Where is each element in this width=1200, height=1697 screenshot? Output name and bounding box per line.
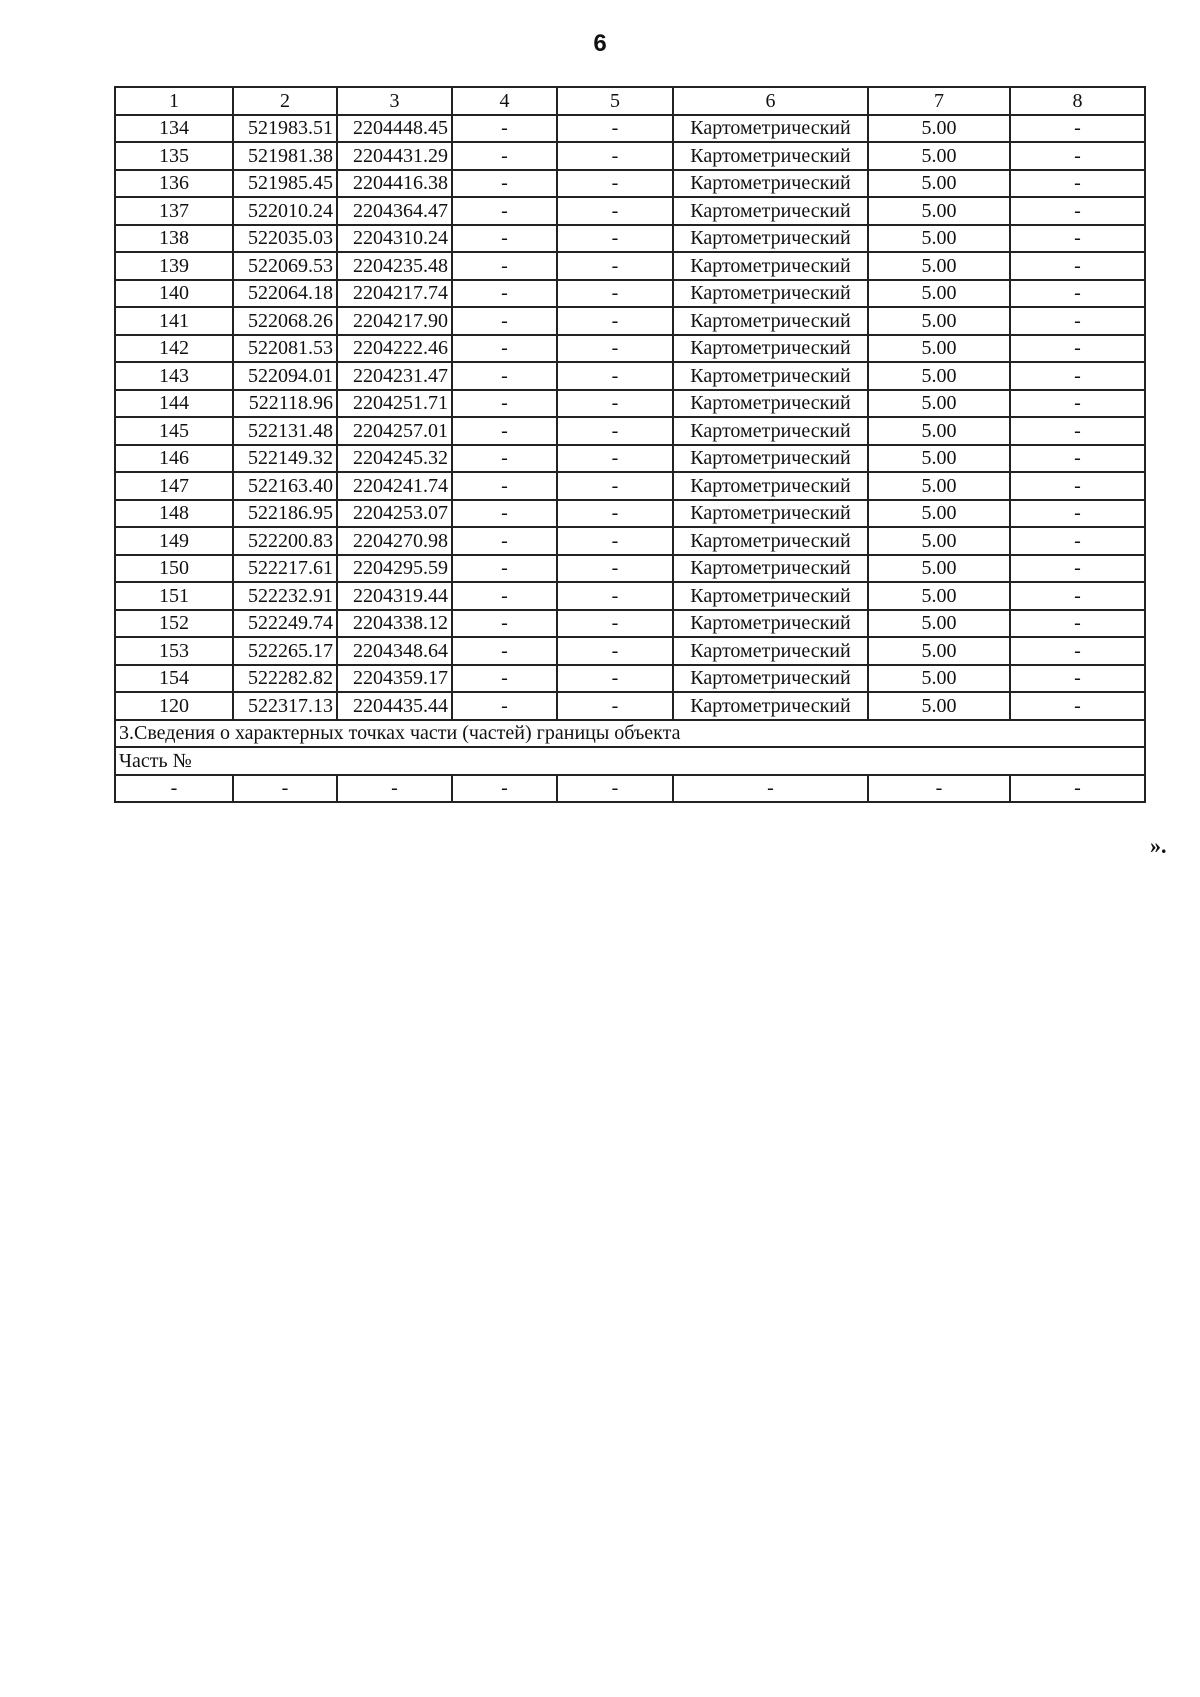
table-cell: 2204295.59 — [337, 555, 452, 583]
table-cell: 5.00 — [868, 225, 1010, 253]
table-cell: - — [557, 170, 673, 198]
table-cell: 151 — [115, 582, 233, 610]
table-row — [115, 197, 1145, 225]
table-cell: - — [1010, 335, 1145, 363]
table-cell: 120 — [115, 692, 233, 720]
page-number: 6 — [593, 30, 607, 57]
table-cell: - — [452, 362, 557, 390]
table-cell: 522064.18 — [233, 280, 337, 308]
table-cell: - — [1010, 280, 1145, 308]
table-cell: - — [452, 115, 557, 143]
table-cell: 5.00 — [868, 500, 1010, 528]
table-cell: 2204431.29 — [337, 142, 452, 170]
table-cell: 2204217.90 — [337, 307, 452, 335]
table-cell: - — [557, 472, 673, 500]
table-cell: Картометрический — [673, 390, 868, 418]
table-cell: - — [1010, 362, 1145, 390]
table-cell: 2204257.01 — [337, 417, 452, 445]
table-cell: Картометрический — [673, 252, 868, 280]
table-cell: 521985.45 — [233, 170, 337, 198]
table-cell: Картометрический — [673, 665, 868, 693]
table-cell: - — [337, 775, 452, 803]
table-cell: 2204253.07 — [337, 500, 452, 528]
table-cell: - — [452, 472, 557, 500]
table-cell: 145 — [115, 417, 233, 445]
table-cell: - — [557, 197, 673, 225]
header-cell: 2 — [233, 87, 337, 115]
part-label: Часть № — [115, 747, 1145, 775]
table-cell: - — [557, 610, 673, 638]
section-title: 3.Сведения о характерных точках части (частей) границы объекта — [115, 720, 1145, 748]
table-cell: - — [452, 527, 557, 555]
table-cell: - — [557, 417, 673, 445]
table-cell: Картометрический — [673, 692, 868, 720]
table-row — [115, 252, 1145, 280]
table-cell: 134 — [115, 115, 233, 143]
header-cell: 3 — [337, 87, 452, 115]
table-cell: - — [1010, 500, 1145, 528]
table-row — [115, 445, 1145, 473]
table-cell: 522249.74 — [233, 610, 337, 638]
table-cell: - — [1010, 472, 1145, 500]
table-cell: Картометрический — [673, 280, 868, 308]
table-cell: - — [1010, 775, 1145, 803]
table-cell: - — [1010, 417, 1145, 445]
table-row — [115, 142, 1145, 170]
table-cell: - — [452, 555, 557, 583]
table-cell: 2204359.17 — [337, 665, 452, 693]
table-cell: 2204235.48 — [337, 252, 452, 280]
table-cell: 5.00 — [868, 390, 1010, 418]
table-cell: 522035.03 — [233, 225, 337, 253]
table-cell: 150 — [115, 555, 233, 583]
table-cell: - — [1010, 170, 1145, 198]
table-cell: Картометрический — [673, 307, 868, 335]
table-cell: - — [557, 582, 673, 610]
table-row — [115, 362, 1145, 390]
table-cell: 2204348.64 — [337, 637, 452, 665]
table-cell: Картометрический — [673, 555, 868, 583]
table-cell: 2204241.74 — [337, 472, 452, 500]
table-cell: 5.00 — [868, 362, 1010, 390]
table-cell: 522081.53 — [233, 335, 337, 363]
table-cell: 152 — [115, 610, 233, 638]
table-cell: - — [1010, 637, 1145, 665]
table-row — [115, 307, 1145, 335]
table-cell: 2204270.98 — [337, 527, 452, 555]
table-cell: 522163.40 — [233, 472, 337, 500]
table-cell: 5.00 — [868, 527, 1010, 555]
table-cell: - — [557, 252, 673, 280]
table-cell: - — [1010, 115, 1145, 143]
table-cell: - — [452, 280, 557, 308]
table-cell: - — [557, 692, 673, 720]
table-row — [115, 610, 1145, 638]
table-cell: Картометрический — [673, 500, 868, 528]
table-cell: 522232.91 — [233, 582, 337, 610]
table-cell: - — [1010, 555, 1145, 583]
table-row — [115, 472, 1145, 500]
table-cell: - — [1010, 610, 1145, 638]
table-cell: 140 — [115, 280, 233, 308]
table-cell: - — [673, 775, 868, 803]
table-cell: - — [557, 500, 673, 528]
table-cell: - — [452, 637, 557, 665]
table-cell: - — [557, 307, 673, 335]
table-cell: 522200.83 — [233, 527, 337, 555]
table-cell: Картометрический — [673, 170, 868, 198]
table-row — [115, 582, 1145, 610]
table-cell: - — [452, 170, 557, 198]
table-header-row — [115, 87, 1145, 115]
table-cell: - — [557, 665, 673, 693]
table-cell: - — [452, 500, 557, 528]
table-cell: - — [452, 390, 557, 418]
table-cell: 2204435.44 — [337, 692, 452, 720]
table-cell: - — [452, 197, 557, 225]
table-cell: 5.00 — [868, 555, 1010, 583]
table-row — [115, 555, 1145, 583]
table-cell: - — [452, 692, 557, 720]
table-cell: 138 — [115, 225, 233, 253]
table-cell: - — [557, 775, 673, 803]
table-cell: - — [452, 142, 557, 170]
table-cell: 522094.01 — [233, 362, 337, 390]
table-cell: 135 — [115, 142, 233, 170]
table-cell: - — [115, 775, 233, 803]
table-cell: 521981.38 — [233, 142, 337, 170]
table-cell: 137 — [115, 197, 233, 225]
table-cell: - — [1010, 582, 1145, 610]
table-cell: 153 — [115, 637, 233, 665]
table-cell: 5.00 — [868, 472, 1010, 500]
table-row — [115, 527, 1145, 555]
table-cell: 148 — [115, 500, 233, 528]
table-cell: - — [557, 390, 673, 418]
table-cell: 522131.48 — [233, 417, 337, 445]
table-cell: - — [452, 665, 557, 693]
table-cell: Картометрический — [673, 610, 868, 638]
table-cell: - — [557, 115, 673, 143]
header-cell: 7 — [868, 87, 1010, 115]
table-cell: 5.00 — [868, 335, 1010, 363]
table-cell: Картометрический — [673, 417, 868, 445]
table-cell: Картометрический — [673, 362, 868, 390]
table-cell: - — [452, 610, 557, 638]
table-cell: - — [452, 307, 557, 335]
header-cell: 6 — [673, 87, 868, 115]
table-cell: - — [1010, 197, 1145, 225]
table-row — [115, 417, 1145, 445]
closing-quote-mark: ». — [1150, 833, 1167, 858]
table-cell: 2204222.46 — [337, 335, 452, 363]
table-cell: 5.00 — [868, 610, 1010, 638]
table-cell: - — [1010, 445, 1145, 473]
table-row — [115, 170, 1145, 198]
table-cell: - — [1010, 142, 1145, 170]
table-cell: - — [868, 775, 1010, 803]
table-body — [115, 87, 1145, 802]
table-cell: 2204217.74 — [337, 280, 452, 308]
table-cell: 5.00 — [868, 197, 1010, 225]
table-cell: - — [452, 252, 557, 280]
table-cell: 522217.61 — [233, 555, 337, 583]
table-cell: - — [557, 445, 673, 473]
part-label-row — [115, 747, 1145, 775]
table-cell: 522282.82 — [233, 665, 337, 693]
table-cell: 522265.17 — [233, 637, 337, 665]
header-cell: 5 — [557, 87, 673, 115]
table-cell: 5.00 — [868, 142, 1010, 170]
table-cell: 2204231.47 — [337, 362, 452, 390]
table-cell: Картометрический — [673, 472, 868, 500]
table-cell: 149 — [115, 527, 233, 555]
table-row — [115, 390, 1145, 418]
table-cell: Картометрический — [673, 115, 868, 143]
table-row — [115, 665, 1145, 693]
table-cell: - — [1010, 252, 1145, 280]
table-cell: 5.00 — [868, 280, 1010, 308]
table-cell: 522068.26 — [233, 307, 337, 335]
table-cell: Картометрический — [673, 142, 868, 170]
table-cell: Картометрический — [673, 582, 868, 610]
table-cell: 522317.13 — [233, 692, 337, 720]
table-cell: - — [452, 417, 557, 445]
table-cell: - — [452, 335, 557, 363]
table-cell: 522010.24 — [233, 197, 337, 225]
header-cell: 1 — [115, 87, 233, 115]
header-cell: 4 — [452, 87, 557, 115]
table-cell: 139 — [115, 252, 233, 280]
table-cell: 136 — [115, 170, 233, 198]
table-row — [115, 335, 1145, 363]
table-cell: - — [452, 445, 557, 473]
table-row — [115, 692, 1145, 720]
table-cell: 5.00 — [868, 445, 1010, 473]
table-cell: Картометрический — [673, 197, 868, 225]
table-cell: 5.00 — [868, 307, 1010, 335]
table-cell: 5.00 — [868, 692, 1010, 720]
table-cell: 522149.32 — [233, 445, 337, 473]
table-cell: 144 — [115, 390, 233, 418]
table-cell: 5.00 — [868, 252, 1010, 280]
table-cell: 2204364.47 — [337, 197, 452, 225]
table-cell: - — [557, 527, 673, 555]
table-cell: 2204251.71 — [337, 390, 452, 418]
table-cell: 5.00 — [868, 665, 1010, 693]
table-cell: - — [1010, 527, 1145, 555]
table-cell: 154 — [115, 665, 233, 693]
table-cell: Картометрический — [673, 445, 868, 473]
table-cell: 146 — [115, 445, 233, 473]
table-cell: - — [452, 582, 557, 610]
table-cell: - — [557, 555, 673, 583]
table-cell: 143 — [115, 362, 233, 390]
table-cell: 5.00 — [868, 170, 1010, 198]
table-row — [115, 225, 1145, 253]
table-row — [115, 637, 1145, 665]
table-cell: 5.00 — [868, 115, 1010, 143]
table-cell: 2204310.24 — [337, 225, 452, 253]
table-cell: 5.00 — [868, 582, 1010, 610]
table-cell: 2204319.44 — [337, 582, 452, 610]
table-row — [115, 115, 1145, 143]
table-cell: 147 — [115, 472, 233, 500]
table-cell: 2204245.32 — [337, 445, 452, 473]
table-cell: 522118.96 — [233, 390, 337, 418]
table-cell: 5.00 — [868, 637, 1010, 665]
table-cell: Картометрический — [673, 527, 868, 555]
table-cell: - — [557, 280, 673, 308]
empty-part-row — [115, 775, 1145, 803]
table-cell: 521983.51 — [233, 115, 337, 143]
table-cell: - — [233, 775, 337, 803]
table-cell: - — [1010, 390, 1145, 418]
boundary-points-table — [114, 86, 1146, 803]
table-cell: - — [557, 335, 673, 363]
table-cell: 522186.95 — [233, 500, 337, 528]
table-cell: 142 — [115, 335, 233, 363]
header-cell: 8 — [1010, 87, 1145, 115]
table-cell: - — [557, 362, 673, 390]
table-cell: 2204416.38 — [337, 170, 452, 198]
table-cell: 2204338.12 — [337, 610, 452, 638]
table-cell: - — [452, 225, 557, 253]
table-row — [115, 280, 1145, 308]
table-cell: - — [557, 142, 673, 170]
table-cell: - — [557, 225, 673, 253]
table-cell: 5.00 — [868, 417, 1010, 445]
table-row — [115, 500, 1145, 528]
table-cell: - — [557, 637, 673, 665]
table-cell: - — [452, 775, 557, 803]
table-cell: 141 — [115, 307, 233, 335]
table-cell: - — [1010, 225, 1145, 253]
section-title-row — [115, 720, 1145, 748]
table-cell: 522069.53 — [233, 252, 337, 280]
table-cell: - — [1010, 307, 1145, 335]
table-cell: 2204448.45 — [337, 115, 452, 143]
table-cell: Картометрический — [673, 637, 868, 665]
table-cell: - — [1010, 665, 1145, 693]
table-cell: - — [1010, 692, 1145, 720]
table-cell: Картометрический — [673, 225, 868, 253]
table-cell: Картометрический — [673, 335, 868, 363]
